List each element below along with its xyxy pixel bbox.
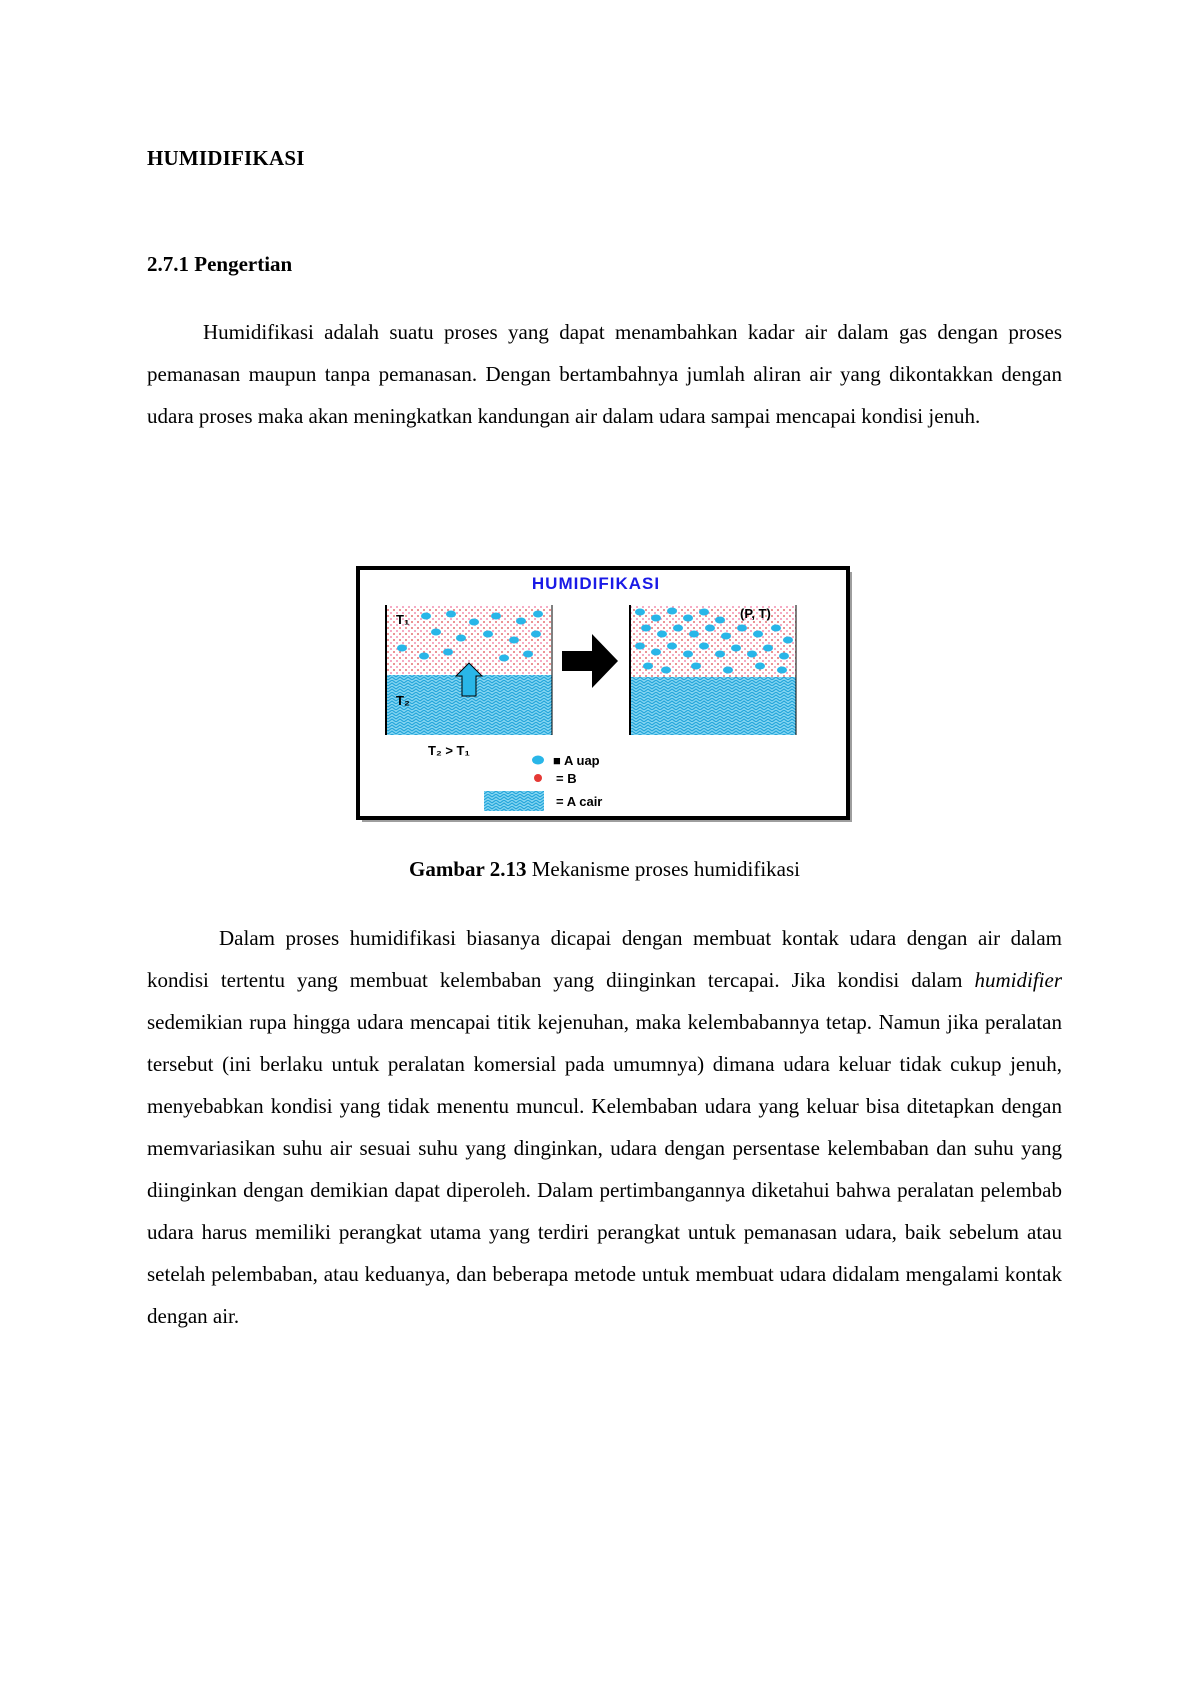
legend-b-swatch: [534, 774, 542, 782]
legend-liquid-swatch: [484, 791, 544, 811]
section-heading: 2.7.1 Pengertian: [147, 252, 293, 276]
after-vessel: [630, 605, 796, 735]
label-t1: T₁: [396, 612, 410, 627]
before-vessel: [386, 605, 552, 735]
humidification-figure: [356, 566, 854, 824]
figure-caption: [147, 857, 1062, 882]
label-pt: (P, T): [740, 606, 771, 621]
paragraph-definition: Humidifikasi adalah suatu proses yang dapat menambahkan kadar air dalam gas dengan proses pemanasan maupun tanpa pemanasan. Dengan bertambahnya jumlah aliran air yang dikontakkan dengan udara proses maka akan meningkatkan kandungan air dalam udara sampai mencapai kondisi jenuh.: [147, 320, 1062, 428]
caption-number: Gambar 2.13: [409, 857, 527, 881]
legend-cair-label: = A cair: [556, 794, 603, 809]
figure-diagram: [356, 566, 854, 824]
legend-b-label: = B: [556, 771, 577, 786]
paragraph2-part2: sedemikian rupa hingga udara mencapai titik kejenuhan, maka kelembabannya tetap. Namun jika peralatan tersebut (ini berlaku untuk peralatan komersial pada umumnya) dimana udara keluar tidak cukup jenuh, menyebabkan kondisi yang tidak menentu muncul. Kelembaban udara yang keluar bisa ditetapkan dengan memvariasikan suhu air sesuai suhu yang dinginkan, udara dengan persentase kelembaban dan suhu yang diinginkan dengan demikian dapat diperoleh. Dalam pertimbangannya diketahui bahwa peralatan pelembab udara harus memiliki perangkat utama yang terdiri perangkat untuk pemanasan udara, baik sebelum atau setelah pelembaban, atau keduanya, dan beberapa metode untuk membuat udara didalam mengalami kontak dengan air.: [147, 1010, 1062, 1328]
document-title: HUMIDIFIKASI: [147, 146, 305, 170]
figure-title: HUMIDIFIKASI: [531, 574, 661, 593]
label-relation: T₂ > T₁: [428, 743, 470, 758]
paragraph-mechanism: [147, 917, 1062, 1337]
label-t2: T₂: [396, 693, 410, 708]
caption-text: Mekanisme proses humidifikasi: [526, 857, 800, 881]
legend-uap-label: ■ A uap: [553, 753, 600, 768]
paragraph2-italic-term: humidifier: [974, 968, 1062, 992]
legend-vapor-swatch: [532, 756, 544, 765]
paragraph2-part1: Dalam proses humidifikasi biasanya dicapai dengan membuat kontak udara dengan air dalam kondisi tertentu yang membuat kelembaban yang diinginkan tercapai. Jika kondisi dalam: [147, 926, 1062, 992]
